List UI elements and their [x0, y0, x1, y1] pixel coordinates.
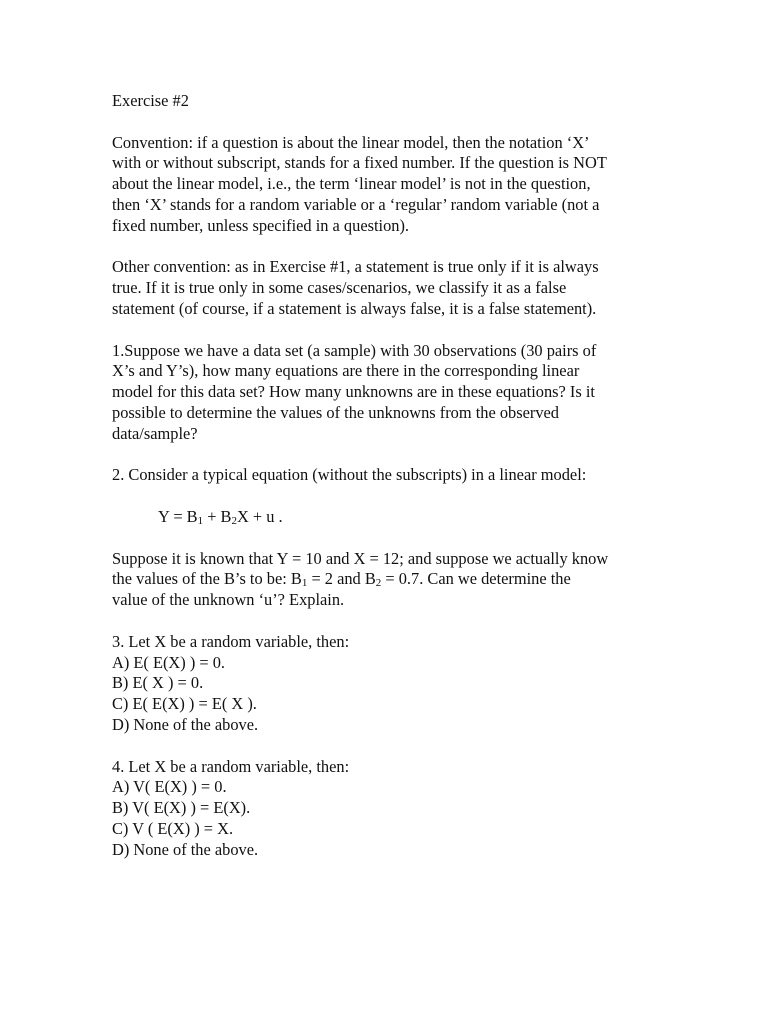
text-line: Suppose it is known that Y = 10 and X = 12; and suppose we actually know	[112, 548, 609, 568]
text-span: = 0.7. Can we determine the	[381, 569, 571, 589]
text-line: 1.Suppose we have a data set (a sample) with 30 observations (30 pairs of	[112, 340, 597, 360]
subscript: 1	[301, 577, 308, 590]
convention-paragraph	[112, 133, 672, 237]
text-line: value of the unknown ‘u’? Explain.	[112, 590, 345, 610]
text-line: statement (of course, if a statement is always false, it is a false statement).	[112, 298, 597, 318]
text-line: X’s and Y’s), how many equations are there in the corresponding linear	[112, 361, 580, 381]
equation-part: + B	[203, 506, 232, 526]
text-line: with or without subscript, stands for a fixed number. If the question is NOT	[112, 153, 607, 173]
text-line: model for this data set? How many unknowns are in these equations? Is it	[112, 382, 595, 402]
text-line: true. If it is true only in some cases/scenarios, we classify it as a false	[112, 278, 567, 298]
text-line: 2. Consider a typical equation (without the subscripts) in a linear model:	[112, 465, 587, 485]
text-span: = 2 and B	[307, 569, 376, 589]
text-span: the values of the B’s to be: B	[112, 569, 302, 589]
linear-model-equation	[112, 507, 672, 528]
text-line: about the linear model, i.e., the term ‘linear model’ is not in the question,	[112, 174, 591, 194]
text-line: then ‘X’ stands for a random variable or a ‘regular’ random variable (not a	[112, 194, 600, 214]
question-2-intro	[112, 465, 672, 486]
equation-part: X + u .	[236, 506, 283, 526]
text-line: data/sample?	[112, 423, 198, 443]
document-page	[112, 91, 672, 881]
question-3	[112, 632, 672, 736]
other-convention-paragraph	[112, 257, 672, 319]
answer-option: B) V( E(X) ) = E(X).	[112, 798, 251, 818]
answer-option: B) E( X ) = 0.	[112, 673, 204, 693]
answer-option: A) V( E(X) ) = 0.	[112, 777, 227, 797]
subscript: 2	[231, 514, 237, 527]
question-4	[112, 757, 672, 861]
answer-option: D) None of the above.	[112, 714, 259, 734]
answer-option: C) V ( E(X) ) = X.	[112, 818, 234, 838]
question-stem: 4. Let X be a random variable, then:	[112, 756, 350, 776]
equation-part: Y = B	[158, 506, 198, 526]
text-line: Convention: if a question is about the linear model, then the notation ‘X’	[112, 132, 590, 152]
text-line: possible to determine the values of the unknowns from the observed	[112, 402, 559, 422]
question-stem: 3. Let X be a random variable, then:	[112, 631, 350, 651]
exercise-title	[112, 91, 672, 112]
text-line: fixed number, unless specified in a question).	[112, 215, 410, 235]
subscript: 1	[197, 514, 204, 527]
answer-option: D) None of the above.	[112, 839, 259, 859]
title-line: Exercise #2	[112, 91, 189, 110]
text-line: Other convention: as in Exercise #1, a statement is true only if it is always	[112, 257, 599, 277]
question-2-body	[112, 549, 672, 611]
question-1	[112, 341, 672, 445]
answer-option: C) E( E(X) ) = E( X ).	[112, 694, 257, 714]
subscript: 2	[375, 577, 382, 590]
text-line	[112, 569, 672, 590]
answer-option: A) E( E(X) ) = 0.	[112, 652, 226, 672]
